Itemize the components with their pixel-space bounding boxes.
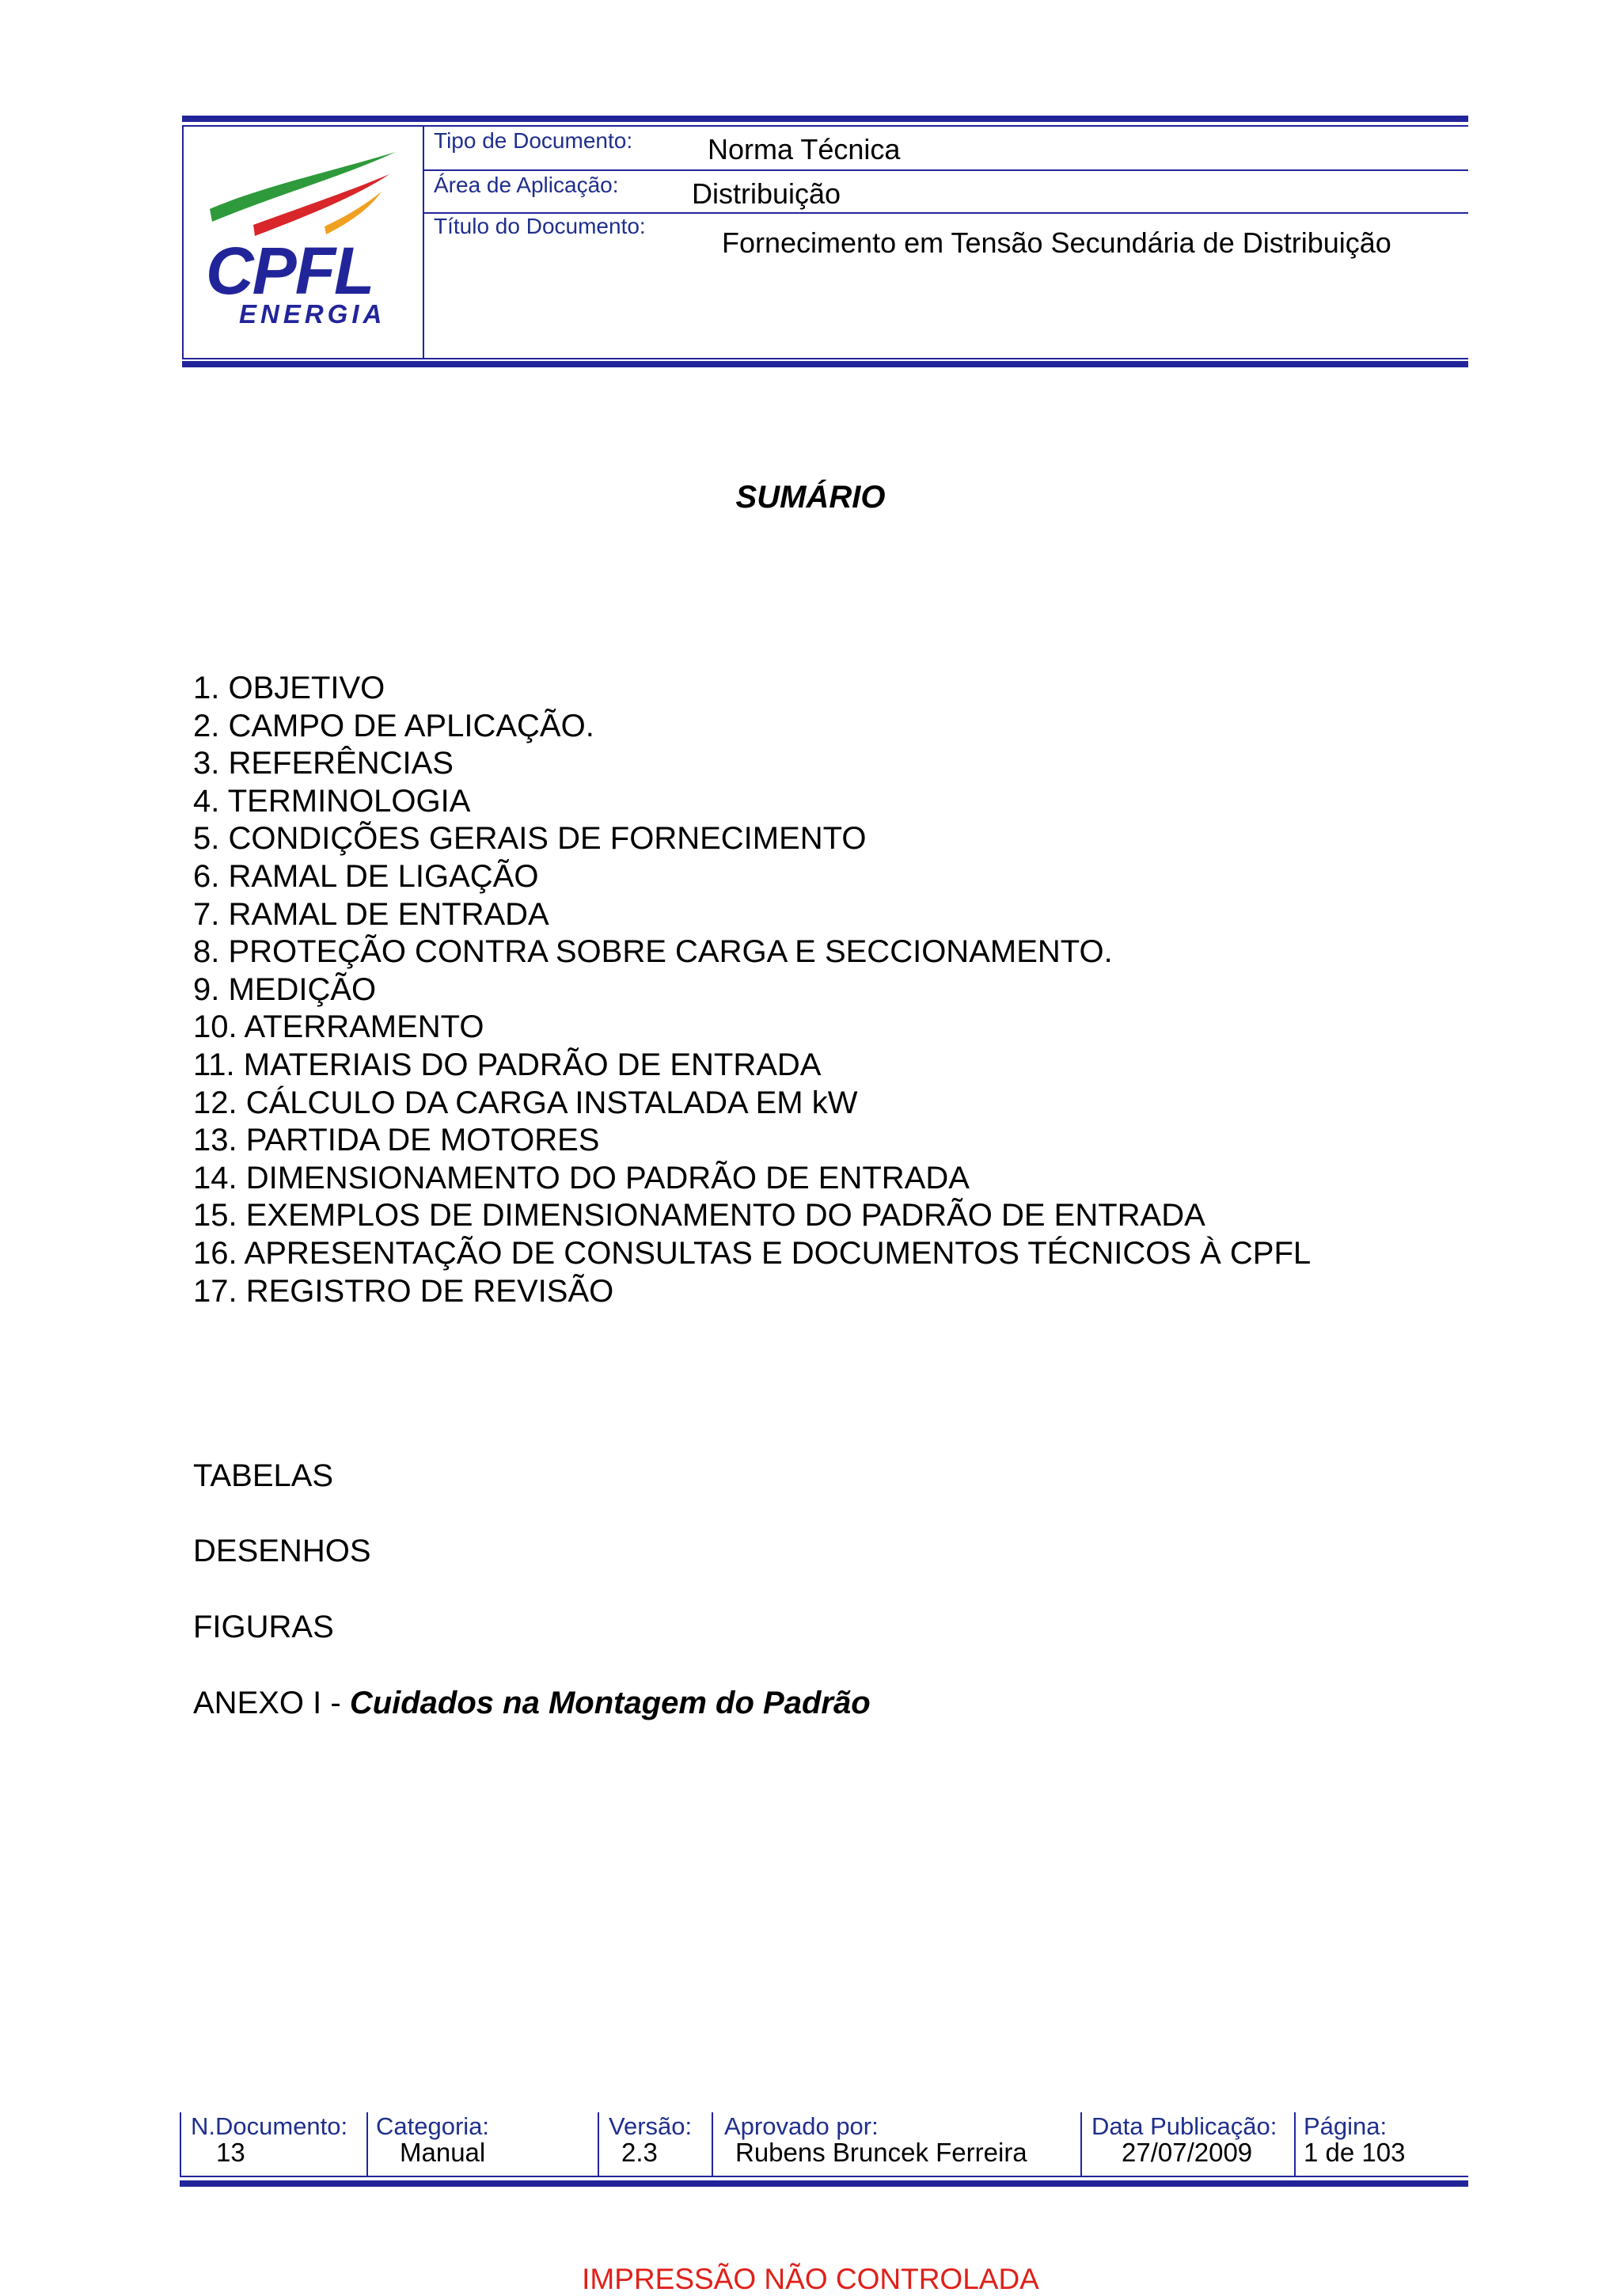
categoria-value: Manual [400,2138,486,2167]
section-desenhos[interactable]: DESENHOS [193,1534,371,1568]
toc-item[interactable]: 15. EXEMPLOS DE DIMENSIONAMENTO DO PADRÃO DE ENTRADA [193,1198,1205,1234]
titulo-value: Fornecimento em Tensão Secundária de Distribuição [722,226,1391,259]
toc-item[interactable]: 9. MEDIÇÃO [193,971,377,1007]
tipo-label: Tipo de Documento: [434,128,633,153]
toc-item[interactable]: 7. RAMAL DE ENTRADA [193,896,549,932]
footer-rule-thin [180,2176,1468,2177]
header-divider [423,127,424,358]
toc-item[interactable]: 5. CONDIÇÕES GERAIS DE FORNECIMENTO [193,821,867,857]
header-bottom-rule-thin [182,358,1468,359]
toc-item[interactable]: 8. PROTEÇÃO CONTRA SOBRE CARGA E SECCIONAMENTO. [193,934,1113,970]
data-value: 27/07/2009 [1122,2138,1253,2167]
categoria-label: Categoria: [376,2112,490,2140]
ndoc-label: N.Documento: [191,2112,348,2140]
header-row-divider [424,169,1468,171]
footer-divider [712,2112,713,2176]
logo-subtitle: ENERGIA [239,299,386,329]
pagina-value: 1 de 103 [1304,2138,1406,2167]
footer-divider [366,2112,368,2176]
footer-divider [1294,2112,1296,2176]
versao-label: Versão: [609,2112,693,2140]
section-anexo[interactable] [193,1686,871,1721]
header-top-rule [182,116,1468,122]
uncontrolled-print-stamp: IMPRESSÃO NÃO CONTROLADA [582,2263,1039,2295]
toc-item[interactable]: 13. PARTIDA DE MOTORES [193,1123,600,1158]
footer-divider [180,2112,181,2176]
header-top-rule-thin [182,125,1468,127]
toc-item[interactable]: 1. OBJETIVO [193,671,385,705]
toc-item[interactable]: 10. ATERRAMENTO [193,1009,484,1045]
logo-swoosh-icon [206,147,404,242]
tipo-value: Norma Técnica [708,133,901,165]
toc-item[interactable]: 16. APRESENTAÇÃO DE CONSULTAS E DOCUMENTOS TÉCNICOS À CPFL [193,1235,1312,1271]
aprovado-value: Rubens Bruncek Ferreira [735,2138,1027,2167]
section-tabelas[interactable]: TABELAS [193,1458,334,1493]
logo-brand: CPFL [206,234,374,308]
versao-value: 2.3 [621,2138,658,2167]
area-label: Área de Aplicação: [434,173,619,197]
toc-item[interactable]: 12. CÁLCULO DA CARGA INSTALADA EM kW [193,1085,858,1120]
anexo-title: Cuidados na Montagem do Padrão [349,1686,871,1720]
header-bottom-rule [182,361,1468,367]
data-label: Data Publicação: [1091,2112,1277,2140]
page-title: SUMÁRIO [735,480,886,515]
table-of-contents [193,670,1311,1310]
toc-item[interactable]: 4. TERMINOLOGIA [193,783,471,819]
anexo-prefix: ANEXO I - [193,1686,350,1720]
titulo-label: Título do Documento: [434,214,646,238]
toc-item[interactable]: 17. REGISTRO DE REVISÃO [193,1273,614,1309]
header-left-border [182,127,184,358]
footer-divider [1080,2112,1082,2176]
footer-rule [180,2180,1468,2187]
pagina-label: Página: [1304,2112,1388,2140]
ndoc-value: 13 [216,2138,245,2167]
toc-item[interactable]: 6. RAMAL DE LIGAÇÃO [193,858,539,894]
toc-item[interactable]: 14. DIMENSIONAMENTO DO PADRÃO DE ENTRADA [193,1160,970,1196]
document-footer [180,2112,1468,2187]
area-value: Distribuição [692,177,841,210]
footer-divider [598,2112,599,2176]
toc-item[interactable]: 3. REFERÊNCIAS [193,746,454,781]
document-header [182,116,1468,367]
aprovado-label: Aprovado por: [724,2112,879,2140]
toc-item[interactable]: 11. MATERIAIS DO PADRÃO DE ENTRADA [193,1047,822,1082]
toc-item[interactable]: 2. CAMPO DE APLICAÇÃO. [193,708,594,743]
section-figuras[interactable]: FIGURAS [193,1610,334,1644]
